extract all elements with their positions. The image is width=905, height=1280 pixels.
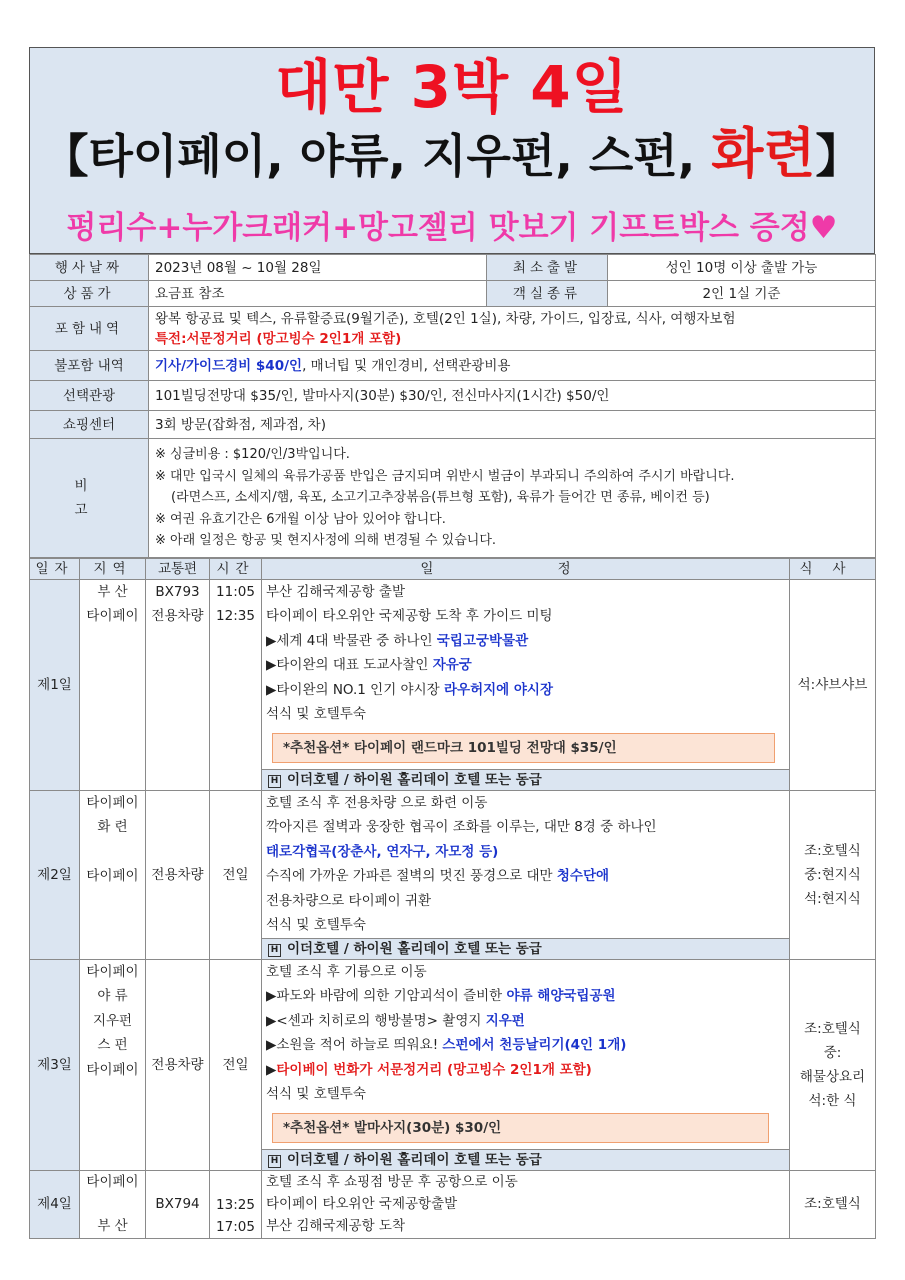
region-item: 야 류 (97, 988, 128, 1004)
region-item (80, 1193, 145, 1215)
line-text: ▶타이완의 NO.1 인기 야시장 (266, 681, 444, 698)
note-item: ※ 대만 입국시 일체의 육류가공품 반입은 금지되며 위반시 벌금이 부과되니 주의하여 주시기 바랍니다. (155, 468, 735, 484)
place-highlight: 청수단애 (556, 868, 610, 884)
place-highlight: 라우허지에 야시장 (443, 681, 554, 698)
hotel-icon: H (268, 944, 281, 957)
hotel-icon: H (268, 775, 281, 788)
line-text: ▶파도와 바람에 의한 기암괴석이 즐비한 (266, 988, 507, 1004)
day2-time: 전일 (210, 790, 262, 959)
title-banner (29, 47, 875, 254)
info-row-date (30, 255, 876, 281)
itinerary-line: 깍아지른 절벽과 웅장한 협곡이 조화를 이루는, 대만 8경 중 하나인 (266, 819, 657, 835)
day3-time: 전일 (210, 959, 262, 1170)
optional-tour-value: 101빌딩전망대 $35/인, 발마사지(30분) $30/인, 전신마사지(1시간) $50/인 (149, 381, 876, 411)
day1-region (80, 579, 146, 790)
region-item: 타이페이 (86, 794, 139, 811)
itinerary-line: 타이페이 타오위안 국제공항출발 (266, 1195, 458, 1212)
line-text: ▶ (266, 1061, 277, 1078)
notes-list (149, 439, 876, 558)
meal-item: 중:현지식 (804, 866, 861, 883)
hotel-bar (262, 938, 789, 959)
region-item: 타이페이 (86, 1061, 139, 1078)
optional-tour-label: 선택관광 (30, 381, 149, 411)
gift-promo: 펑리수+누가크래커+망고젤리 맛보기 기프트박스 증정♥ (66, 210, 838, 246)
price-label: 상품가 (30, 281, 149, 307)
day2-transport: 전용차량 (146, 790, 210, 959)
region-item (80, 840, 145, 865)
destinations-prefix: 【타이페이, 야류, 지우펀, 스펀, (42, 129, 712, 183)
line-text: ▶<센과 치히로의 행방불명> 촬영지 (266, 1012, 486, 1029)
info-row-included (30, 307, 876, 351)
transport-item: 전용차량 (151, 608, 204, 624)
meal-item: 석:현지식 (804, 890, 861, 907)
day1-itinerary (262, 579, 790, 790)
meal-item: 석:한 식 (808, 1092, 857, 1109)
place-highlight: 자유궁 (432, 657, 472, 673)
date-label: 행사날짜 (30, 255, 149, 281)
region-item: 타이페이 (86, 608, 139, 624)
hotel-bar (262, 1149, 789, 1170)
destinations-suffix: 】 (815, 129, 862, 183)
day-label: 제3일 (30, 959, 80, 1170)
included-line: 왕복 항공료 및 텍스, 유류할증료(9월기준), 호텔(2인 1실), 차량, 가이드, 입장료, 식사, 여행자보험 (155, 310, 736, 327)
hotel-text: 이더호텔 / 하이원 홀리데이 호텔 또는 동급 (287, 1151, 542, 1168)
region-item: 타이페이 (86, 868, 139, 884)
shopping-label: 쇼핑센터 (30, 411, 149, 439)
excluded-value (149, 351, 876, 381)
included-special: 특전:서문정거리 (망고빙수 2인1개 포함) (155, 330, 402, 347)
destination-hualien: 화련 (711, 122, 816, 185)
day2-meal (790, 790, 876, 959)
price-value: 요금표 참조 (149, 281, 487, 307)
region-item: 타이페이 (86, 1173, 139, 1190)
min-departure-value: 성인 10명 이상 출발 가능 (608, 255, 876, 281)
day-label: 제4일 (30, 1170, 80, 1238)
itinerary-line: 호텔 조식 후 전용차량 으로 화련 이동 (266, 794, 488, 811)
day1-meal: 석:샤브샤브 (790, 579, 876, 790)
transport-item: BX793 (155, 583, 200, 600)
room-type-label: 객실종류 (487, 281, 608, 307)
line-text: ▶타이완의 대표 도교사찰인 (266, 657, 433, 673)
time-item: 13:25 (216, 1196, 255, 1213)
time-item: 12:35 (216, 608, 255, 624)
itinerary-line (266, 678, 785, 703)
region-item: 화 련 (97, 819, 128, 835)
itinerary-line: 부산 김해국제공항 도착 (266, 1217, 405, 1234)
region-item: 부 산 (97, 583, 128, 600)
itinerary-line: 석식 및 호텔투숙 (266, 917, 366, 933)
itinerary-line (266, 1033, 785, 1058)
info-row-notes (30, 439, 876, 558)
place-highlight: 스펀에서 천등날리기(4인 1개) (442, 1037, 627, 1053)
col-region: 지역 (80, 558, 146, 579)
tour-destinations (30, 122, 874, 185)
time-item: 11:05 (216, 583, 255, 600)
itinerary-line: 호텔 조식 후 쇼핑점 방문 후 공항으로 이동 (266, 1173, 518, 1190)
date-value: 2023년 08월 ~ 10월 28일 (149, 255, 487, 281)
line-text: 수직에 가까운 가파른 절벽의 멋진 풍경으로 대만 (266, 868, 557, 884)
day3-region (80, 959, 146, 1170)
place-highlight: 국립고궁박물관 (436, 632, 529, 649)
notes-label: 비 고 (30, 439, 149, 558)
itinerary-line (266, 864, 785, 889)
region-item: 지우펀 (92, 1012, 133, 1029)
day4-meal: 조:호텔식 (790, 1170, 876, 1238)
day-label: 제2일 (30, 790, 80, 959)
schedule-header (30, 558, 876, 579)
min-departure-label: 최소출발 (487, 255, 608, 281)
schedule-table (29, 558, 876, 1239)
region-item: 스 펀 (97, 1037, 128, 1053)
itinerary-line (266, 1058, 785, 1083)
note-item: ※ 여권 유효기간은 6개월 이상 남아 있어야 합니다. (155, 511, 446, 527)
place-highlight: 태로각협곡(장춘사, 연자구, 자모정 등) (266, 843, 499, 860)
day-row-3 (30, 959, 876, 1170)
itinerary-line (266, 1009, 785, 1034)
day2-itinerary (262, 790, 790, 959)
shopping-value: 3회 방문(잡화점, 제과점, 차) (149, 411, 876, 439)
itinerary-line (266, 629, 785, 654)
day-row-4 (30, 1170, 876, 1238)
col-day: 일자 (30, 558, 80, 579)
place-highlight: 야류 해양국립공원 (506, 988, 616, 1004)
day3-transport: 전용차량 (146, 959, 210, 1170)
info-table (29, 254, 876, 558)
region-item: 타이페이 (86, 963, 139, 980)
day4-time (210, 1170, 262, 1238)
itinerary-line: 전용차량으로 타이페이 귀환 (266, 892, 432, 909)
room-type-value: 2인 1실 기준 (608, 281, 876, 307)
info-row-price (30, 281, 876, 307)
itinerary-line: 부산 김해국제공항 출발 (266, 583, 405, 600)
info-row-excluded (30, 351, 876, 381)
recommended-option: *추천옵션* 발마사지(30분) $30/인 (272, 1113, 769, 1143)
itinerary-document (29, 47, 875, 1239)
line-text: ▶소원을 적어 하늘로 띄워요! (266, 1037, 443, 1053)
time-item: 17:05 (216, 1218, 255, 1235)
itinerary-line: 타이페이 타오위안 국제공항 도착 후 가이드 미팅 (266, 608, 553, 624)
recommended-option: *추천옵션* 타이페이 랜드마크 101빌딩 전망대 $35/인 (272, 733, 775, 763)
hotel-text: 이더호텔 / 하이원 홀리데이 호텔 또는 동급 (287, 940, 542, 957)
itinerary-line: 호텔 조식 후 기륭으로 이동 (266, 963, 427, 980)
hotel-bar (262, 769, 789, 790)
day-row-1 (30, 579, 876, 790)
itinerary-line (266, 653, 785, 678)
meal-item: 조:호텔식 (804, 1020, 861, 1037)
excluded-label: 불포함 내역 (30, 351, 149, 381)
day-row-2 (30, 790, 876, 959)
day3-itinerary (262, 959, 790, 1170)
info-row-optional (30, 381, 876, 411)
day1-time (210, 579, 262, 790)
hotel-icon: H (268, 1155, 281, 1168)
itinerary-line (266, 984, 785, 1009)
itinerary-line: 석식 및 호텔투숙 (266, 706, 366, 722)
day4-itinerary (262, 1170, 790, 1238)
day3-meal (790, 959, 876, 1170)
info-row-shopping (30, 411, 876, 439)
col-time: 시간 (210, 558, 262, 579)
meal-item: 조:호텔식 (804, 842, 861, 859)
itinerary-line: 석식 및 호텔투숙 (266, 1086, 366, 1102)
line-text: ▶세계 4대 박물관 중 하나인 (266, 632, 437, 649)
note-item: ※ 아래 일정은 항공 및 현지사정에 의해 변경될 수 있습니다. (155, 533, 497, 548)
hotel-text: 이더호텔 / 하이원 홀리데이 호텔 또는 동급 (287, 771, 542, 788)
day-label: 제1일 (30, 579, 80, 790)
included-value (149, 307, 876, 351)
place-highlight: 지우펀 (485, 1012, 525, 1029)
included-label: 포함내역 (30, 307, 149, 351)
excluded-rest: , 매너팁 및 개인경비, 선택관광비용 (302, 357, 511, 374)
meal-item: 해물상요리 (799, 1068, 866, 1085)
guide-fee: 기사/가이드경비 $40/인 (155, 357, 303, 374)
day2-region (80, 790, 146, 959)
col-transport: 교통편 (146, 558, 210, 579)
note-item: ※ 싱글비용 : $120/인/3박입니다. (155, 447, 350, 462)
tour-title: 대만 3박 4일 (275, 53, 629, 121)
day1-transport (146, 579, 210, 790)
note-item: (라면스프, 소세지/햄, 육포, 소고기고추장볶음(튜브형 포함), 육류가 들어간 면 종류, 베이컨 등) (171, 490, 710, 505)
col-meal: 식사 (790, 558, 876, 579)
col-itinerary: 일 정 (262, 558, 790, 579)
day4-transport: BX794 (146, 1170, 210, 1238)
special-highlight: 타이베이 번화가 서문정거리 (망고빙수 2인1개 포함) (276, 1061, 592, 1078)
meal-item: 중: (823, 1044, 842, 1061)
day4-region (80, 1170, 146, 1238)
region-item: 부 산 (97, 1217, 128, 1234)
